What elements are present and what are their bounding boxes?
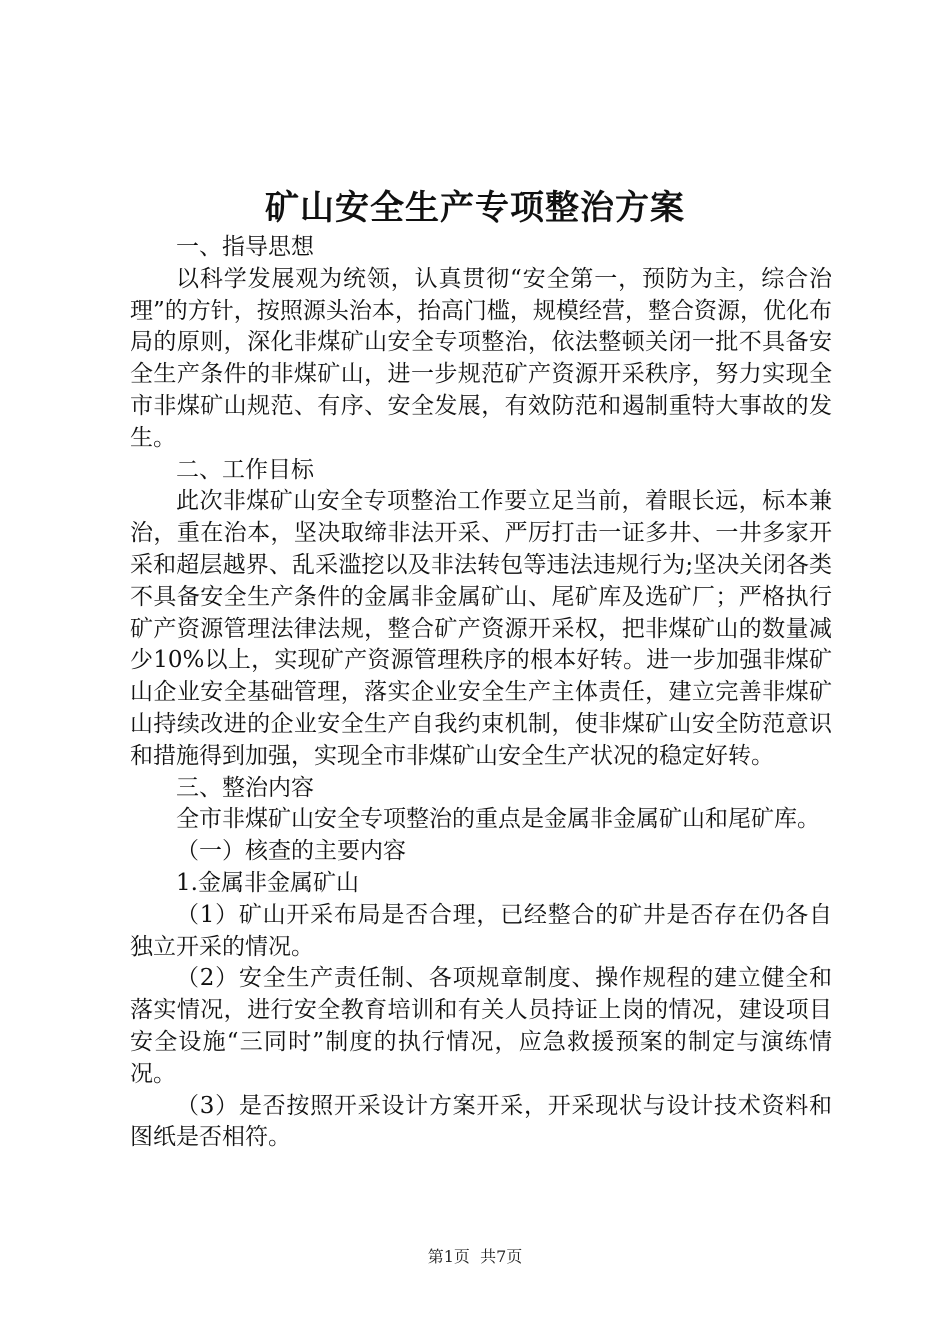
document-body	[130, 232, 832, 1154]
body-paragraph: 以科学发展观为统领，认真贯彻“安全第一，预防为主，综合治理”的方针，按照源头治本，抬高门槛，规模经营，整合资源，优化布局的原则，深化非煤矿山安全专项整治，依法整顿关闭一批不具备安全生产条件的非煤矿山，进一步规范矿产资源开采秩序，努力实现全市非煤矿山规范、有序、安全发展，有效防范和遏制重特大事故的发生。	[130, 265, 832, 451]
body-paragraph: 此次非煤矿山安全专项整治工作要立足当前，着眼长远，标本兼治，重在治本，坚决取缔非法开采、严厉打击一证多井、一井多家开采和超层越界、乱采滥挖以及非法转包等违法违规行为;坚决关闭各类不具备安全生产条件的金属非金属矿山、尾矿库及选矿厂；严格执行矿产资源管理法律法规，整合矿产资源开采权，把非煤矿山的数量减少10%以上，实现矿产资源管理秩序的根本好转。进一步加强非煤矿山企业安全基础管理，落实企业安全生产主体责任，建立完善非煤矿山持续改进的企业安全生产自我约束机制，使非煤矿山安全防范意识和措施得到加强，实现全市非煤矿山安全生产状况的稳定好转。	[130, 488, 832, 769]
section-heading: 二、工作目标	[176, 456, 314, 483]
list-item: （3）是否按照开采设计方案开采，开采现状与设计技术资料和图纸是否相符。	[130, 1092, 832, 1151]
section-heading: 三、整治内容	[176, 774, 314, 801]
list-item: （1）矿山开采布局是否合理，已经整合的矿井是否存在仍各自独立开采的情况。	[130, 901, 832, 960]
document-title: 矿山安全生产专项整治方案	[265, 188, 685, 228]
body-paragraph: 全市非煤矿山安全专项整治的重点是金属非金属矿山和尾矿库。	[176, 806, 820, 833]
subsection-heading: （一）核查的主要内容	[176, 838, 406, 865]
section-heading: 一、指导思想	[176, 234, 314, 260]
page-footer: 第1页 共7页	[427, 1247, 523, 1266]
list-item: （2）安全生产责任制、各项规章制度、操作规程的建立健全和落实情况，进行安全教育培训和有关人员持证上岗的情况，建设项目安全设施“三同时”制度的执行情况，应急救援预案的制定与演练情况。	[130, 965, 832, 1087]
subsection-heading: 1.金属非金属矿山	[176, 869, 359, 896]
